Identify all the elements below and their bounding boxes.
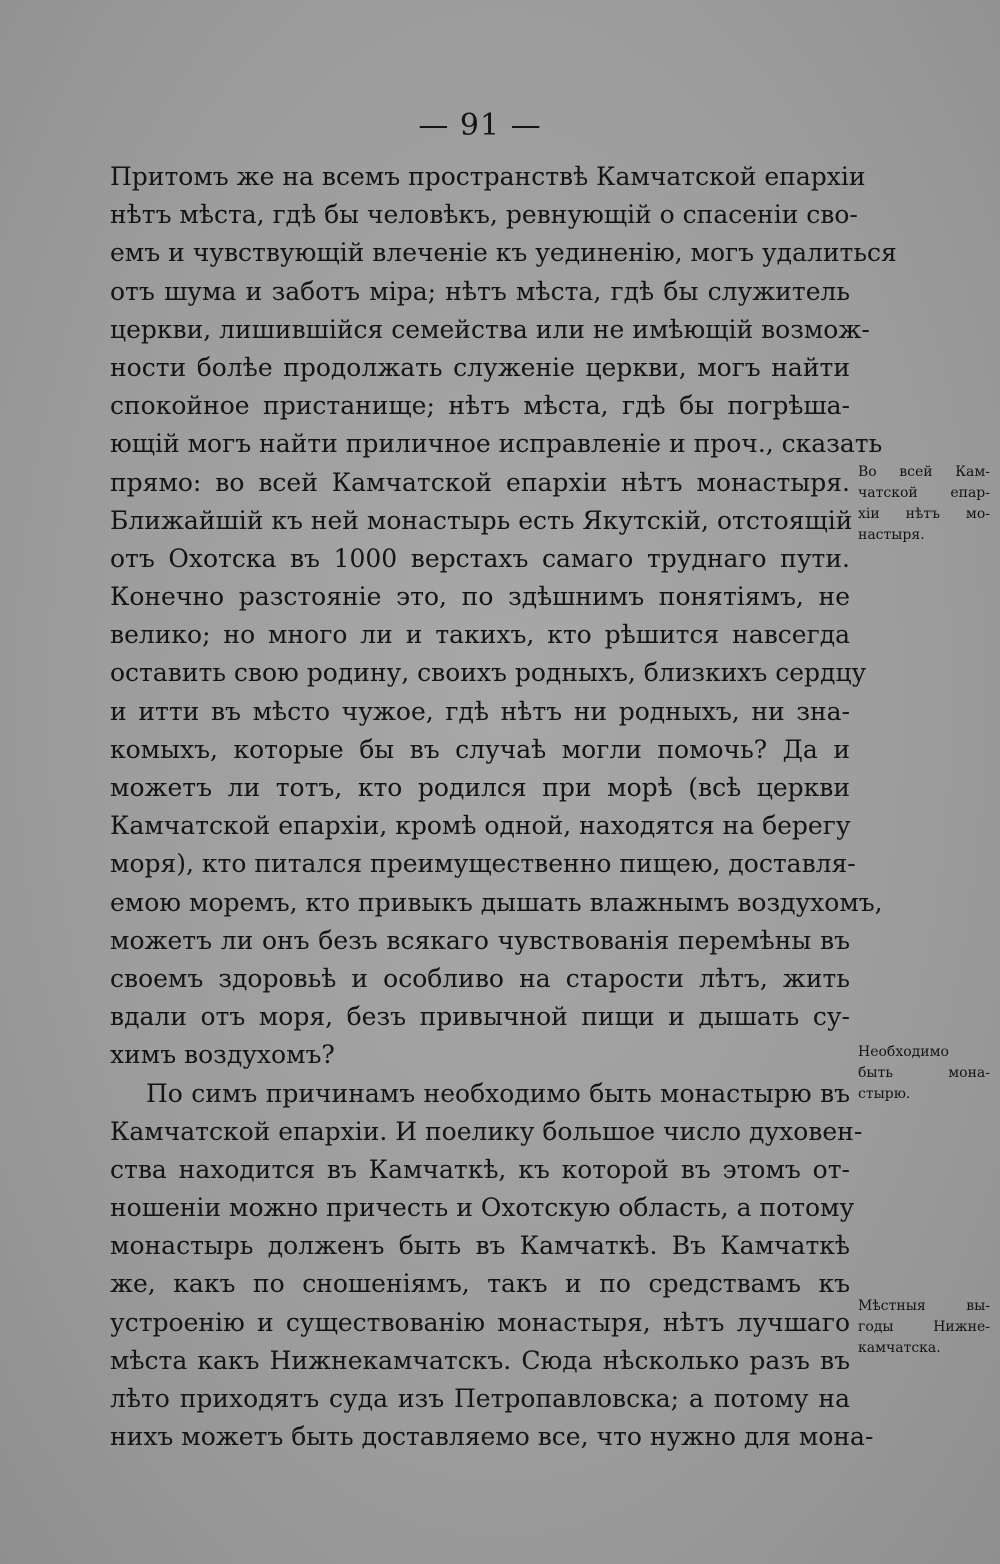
text-line: комыхъ, которые бы въ случаѣ могли помочь? Да и <box>110 734 850 764</box>
paragraph-2 <box>110 1075 874 1457</box>
text-line: велико; но много ли и такихъ, кто рѣшится навсегда <box>110 620 850 650</box>
text-line: емою моремъ, кто привыкъ дышать влажнымъ воздухомъ, <box>110 887 883 917</box>
text-line: своемъ здоровьѣ и особливо на старости лѣтъ, жить <box>110 963 850 993</box>
text-line: отъ шума и заботъ міра; нѣтъ мѣста, гдѣ бы служитель <box>110 276 850 306</box>
main-text <box>110 158 897 1456</box>
text-line: ющій могъ найти приличное исправленіе и проч., сказать <box>110 429 883 459</box>
text-line: По симъ причинамъ необходимо быть монастырю въ <box>146 1078 850 1108</box>
text-line: ства находится въ Камчаткѣ, къ которой въ этомъ от- <box>110 1154 850 1184</box>
text-line: устроенію и существованію монастыря, нѣтъ лучшаго <box>110 1307 850 1337</box>
note-line: настыря. <box>858 527 925 543</box>
text-line: моря), кто питался преимущественно пищею, доставля- <box>110 849 856 879</box>
text-line: лѣто приходятъ суда изъ Петропавловска; а потому на <box>110 1384 850 1413</box>
text-line: прямо: во всей Камчатской епархіи нѣтъ монастыря. <box>110 467 850 497</box>
text-line: химъ воздухомъ? <box>110 1040 335 1070</box>
note-line: стырю. <box>858 1086 911 1102</box>
text-line: Конечно разстояніе это, по здѣшнимъ понятіямъ, не <box>110 582 850 612</box>
margin-note-local-benefits <box>858 1296 990 1359</box>
text-line: Камчатской епархіи, кромѣ одной, находятся на берегу <box>110 811 851 841</box>
text-line: Притомъ же на всемъ пространствѣ Камчатской епархіи <box>110 162 866 191</box>
text-line: же, какъ по сношеніямъ, такъ и по средствамъ къ <box>110 1269 850 1299</box>
page-number: — 91 — <box>418 108 542 143</box>
margin-note-monastery-needed <box>858 1042 990 1105</box>
note-line: Необходимо <box>858 1044 949 1060</box>
paragraph-1 <box>110 158 897 1075</box>
text-line: и итти въ мѣсто чужое, гдѣ нѣтъ ни родныхъ, ни зна- <box>110 696 850 726</box>
note-line: чатской епар- <box>858 485 990 501</box>
note-line: камчатска. <box>858 1340 941 1356</box>
text-line: оставить свою родину, своихъ родныхъ, близкихъ сердцу <box>110 658 867 688</box>
text-line: Камчатской епархіи. И поелику большое число духовен- <box>110 1116 863 1146</box>
text-line: емъ и чувствующій влеченіе къ уединенію, могъ удалиться <box>110 238 897 268</box>
text-line: можетъ ли онъ безъ всякаго чувствованія перемѣны въ <box>110 925 850 955</box>
note-line: хіи нѣтъ мо- <box>858 506 990 522</box>
text-line: нѣтъ мѣста, гдѣ бы человѣкъ, ревнующій о спасеніи сво- <box>110 200 858 230</box>
text-line: мѣста какъ Нижнекамчатскъ. Сюда нѣсколько разъ въ <box>110 1345 850 1375</box>
text-line: нихъ можетъ быть доставляемо все, что нужно для мона- <box>110 1422 874 1452</box>
text-line: Ближайшій къ ней монастырь есть Якутскій, отстоящій <box>110 505 853 535</box>
note-line: Во всей Кам- <box>858 464 990 480</box>
note-line: быть мона- <box>858 1065 990 1081</box>
text-line: ношеніи можно причесть и Охотскую область, а потому <box>110 1193 855 1223</box>
text-line: монастырь долженъ быть въ Камчаткѣ. Въ Камчаткѣ <box>110 1231 850 1261</box>
text-line: можетъ ли тотъ, кто родился при морѣ (всѣ церкви <box>110 773 850 802</box>
text-line: вдали отъ моря, безъ привычной пищи и дышать су- <box>110 1002 850 1032</box>
note-line: годы Нижне- <box>858 1319 990 1335</box>
text-line: отъ Охотска въ 1000 верстахъ самаго труднаго пути. <box>110 543 850 573</box>
margin-note-no-monastery <box>858 462 990 546</box>
text-line: церкви, лишившійся семейства или не имѣющій возмож- <box>110 314 870 344</box>
text-line: спокойное пристанище; нѣтъ мѣста, гдѣ бы погрѣша- <box>110 391 850 421</box>
text-line: ности болѣе продолжать служеніе церкви, могъ найти <box>110 352 850 382</box>
note-line: Мѣстныя вы- <box>858 1298 990 1314</box>
